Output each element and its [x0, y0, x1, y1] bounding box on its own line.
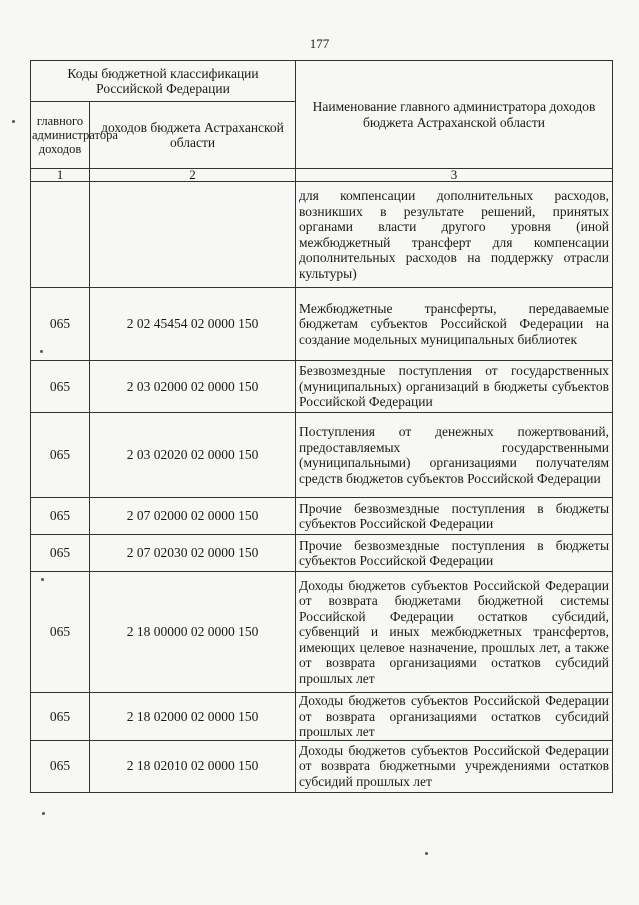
admin-code-cell: 065: [31, 361, 90, 413]
admin-code-cell: 065: [31, 498, 90, 535]
table-row: [31, 361, 613, 413]
table-row: [31, 498, 613, 535]
description-cell: Поступления от денежных пожертвований, предоставляемых государственными (муниципальными) организациями получателям средств бюджетов субъектов Российской Федерации: [296, 413, 613, 498]
table-row: [31, 535, 613, 572]
scan-speck: [425, 852, 428, 855]
description-cell: Прочие безвозмездные поступления в бюджеты субъектов Российской Федерации: [296, 535, 613, 572]
column-number-2: 2: [90, 169, 296, 182]
income-code-cell: 2 02 45454 02 0000 150: [90, 288, 296, 361]
header-row-top: [31, 61, 613, 102]
income-code-cell: 2 18 02010 02 0000 150: [90, 740, 296, 792]
page-number: 177: [309, 36, 330, 51]
admin-code-cell: 065: [31, 288, 90, 361]
income-code-cell: 2 03 02000 02 0000 150: [90, 361, 296, 413]
description-cell: для компенсации дополнительных расходов, возникших в результате решений, принятых органами власти другого уровня (иной межбюджетный трансферт для компенсации дополнительных расходов на поддержку отрасли культуры): [296, 182, 613, 288]
scan-speck: [41, 578, 44, 581]
scan-speck: [12, 120, 15, 123]
description-cell: Безвозмездные поступления от государственных (муниципальных) организаций в бюджеты субъектов Российской Федерации: [296, 361, 613, 413]
table-row: [31, 572, 613, 693]
table-row: [31, 693, 613, 741]
codes-group-header: Коды бюджетной классификации Российской Федерации: [31, 61, 296, 102]
description-cell: Доходы бюджетов субъектов Российской Федерации от возврата бюджетами бюджетной системы Российской Федерации остатков субсидий, субвенций и иных межбюджетных трансфертов, имеющих целевое назначение, прошлых лет, а также от возврата организациями остатков субсидий прошлых лет: [296, 572, 613, 693]
admin-code-cell: 065: [31, 693, 90, 741]
income-code-cell: 2 03 02020 02 0000 150: [90, 413, 296, 498]
description-cell: Доходы бюджетов субъектов Российской Федерации от возврата организациями остатков субсидий прошлых лет: [296, 693, 613, 741]
admin-code-cell: 065: [31, 413, 90, 498]
description-cell: Доходы бюджетов субъектов Российской Федерации от возврата бюджетными учреждениями остатков субсидий прошлых лет: [296, 740, 613, 792]
income-code-cell: 2 18 02000 02 0000 150: [90, 693, 296, 741]
column-numbers-row: [31, 169, 613, 182]
scan-speck: [42, 812, 45, 815]
scan-speck: [40, 350, 43, 353]
description-cell: Прочие безвозмездные поступления в бюджеты субъектов Российской Федерации: [296, 498, 613, 535]
table-row: [31, 288, 613, 361]
table-row: [31, 413, 613, 498]
table-row: [31, 740, 613, 792]
income-code-cell: [90, 182, 296, 288]
income-code-cell: 2 18 00000 02 0000 150: [90, 572, 296, 693]
name-column-header: Наименование главного администратора доходов бюджета Астраханской области: [296, 61, 613, 169]
admin-code-cell: 065: [31, 740, 90, 792]
budget-classification-table: [30, 60, 613, 793]
column-number-1: 1: [31, 169, 90, 182]
admin-code-cell: [31, 182, 90, 288]
table-row: [31, 182, 613, 288]
description-cell: Межбюджетные трансферты, передаваемые бюджетам субъектов Российской Федерации на создание модельных муниципальных библиотек: [296, 288, 613, 361]
income-code-cell: 2 07 02000 02 0000 150: [90, 498, 296, 535]
admin-column-header: главного администратора доходов: [31, 102, 90, 169]
admin-code-cell: 065: [31, 535, 90, 572]
admin-code-cell: 065: [31, 572, 90, 693]
column-number-3: 3: [296, 169, 613, 182]
income-column-header: доходов бюджета Астраханской области: [90, 102, 296, 169]
income-code-cell: 2 07 02030 02 0000 150: [90, 535, 296, 572]
